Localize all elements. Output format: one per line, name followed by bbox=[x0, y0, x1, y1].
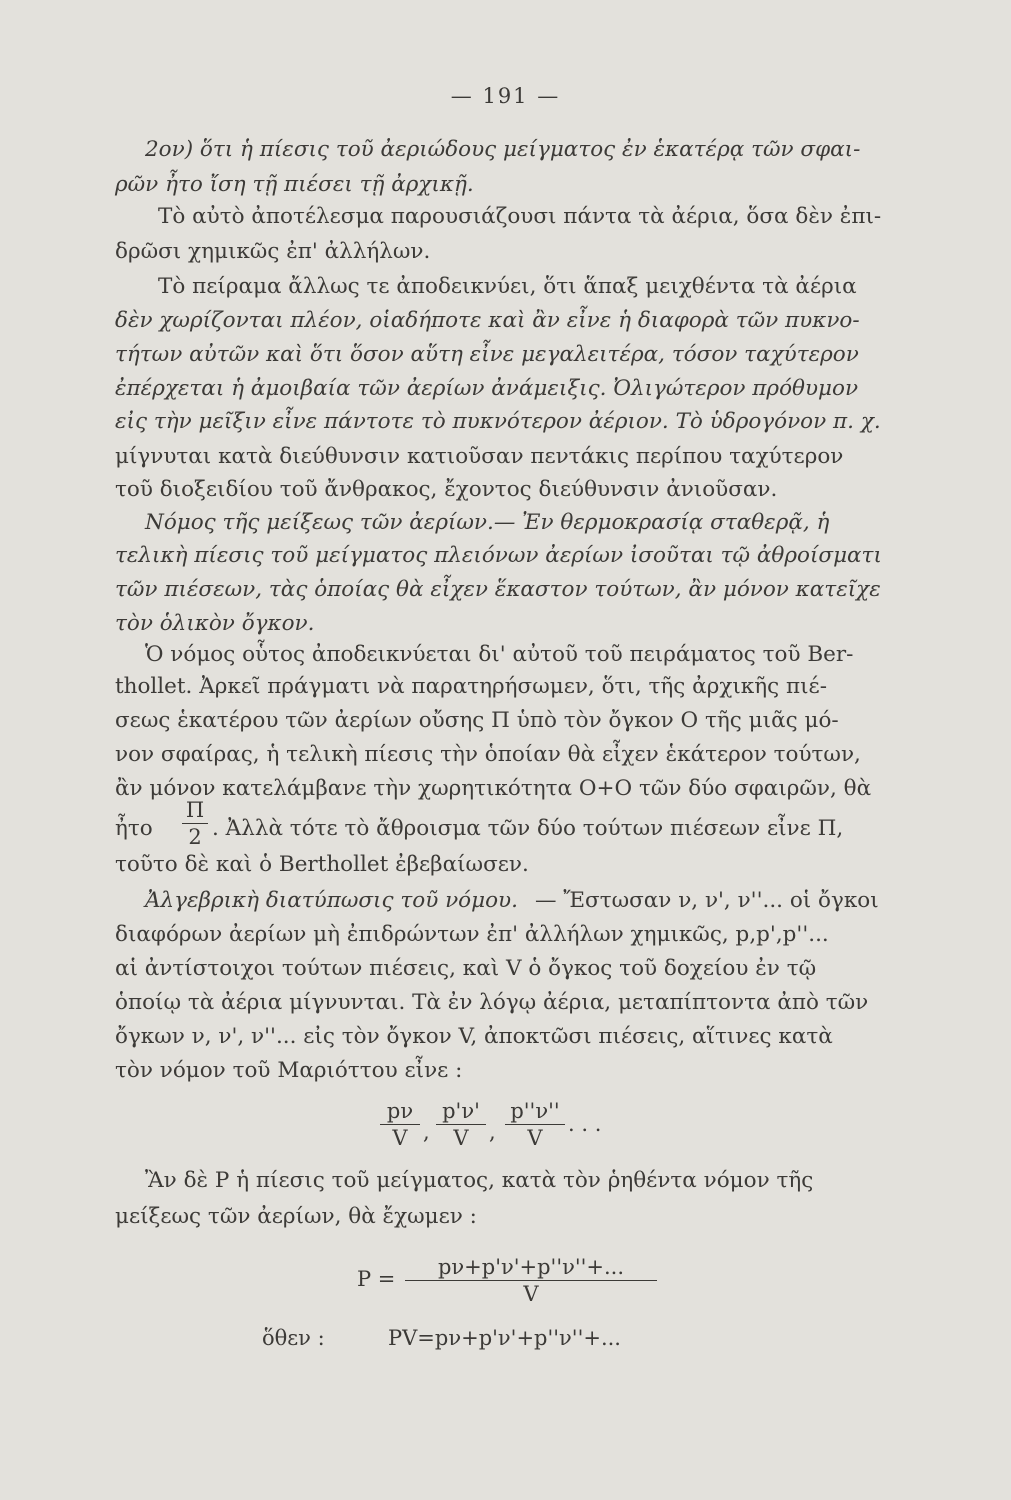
text-line: νον σφαίρας, ἡ τελικὴ πίεσις τὴν ὁποίαν θὰ εἶχεν ἑκάτερον τούτων, bbox=[115, 742, 861, 767]
text-line: δὲν χωρίζονται πλέον, οἱαδήποτε καὶ ἂν εἶνε ἡ διαφορὰ τῶν πυκνο- bbox=[115, 308, 860, 333]
text-line: τοῦ διοξειδίου τοῦ ἄνθρακος, ἔχοντος διεύθυνσιν ἀνιοῦσαν. bbox=[115, 477, 778, 502]
fraction-numerator: pν bbox=[380, 1098, 420, 1125]
text-line: ἐπέρχεται ἡ ἀμοιβαία τῶν ἀερίων ἀνάμειξις. Ὀλιγώτερον πρόθυμον bbox=[115, 376, 859, 401]
text-line: τοῦτο δὲ καὶ ὁ Berthollet ἐβεβαίωσεν. bbox=[115, 852, 529, 877]
text-line: τὸν ὁλικὸν ὄγκον. bbox=[115, 611, 315, 636]
text-line: . Ἀλλὰ τότε τὸ ἄθροισμα τῶν δύο τούτων πιέσεων εἶνε Π, bbox=[212, 816, 844, 841]
text-line: σεως ἑκατέρου τῶν ἀερίων οὔσης Π ὑπὸ τὸν ὄγκον Ο τῆς μιᾶς μό- bbox=[115, 708, 839, 733]
text-line: ὁποίῳ τὰ ἀέρια μίγνυνται. Τὰ ἐν λόγῳ ἀέρια, μεταπίπτοντα ἀπὸ τῶν bbox=[115, 990, 869, 1015]
text-line: Νόμος τῆς μείξεως τῶν ἀερίων.— Ἐν θερμοκρασίᾳ σταθερᾷ, ἡ bbox=[145, 510, 830, 535]
ellipsis: . . . bbox=[568, 1112, 602, 1136]
fraction-denominator: V bbox=[392, 1126, 408, 1150]
text-line: τῶν πιέσεων, τὰς ὁποίας θὰ εἶχεν ἕκαστον τούτων, ἂν μόνον κατεῖχε bbox=[115, 577, 881, 602]
text-line: αἱ ἀντίστοιχοι τούτων πιέσεις, καὶ V ὁ ὄγκος τοῦ δοχείου ἐν τῷ bbox=[115, 956, 817, 981]
section-heading: Ἀλγεβρικὴ διατύπωσις τοῦ νόμου. bbox=[145, 888, 518, 913]
text-line: ἦτο bbox=[115, 816, 153, 841]
fraction-numerator: p'ν' bbox=[436, 1098, 486, 1125]
text-line: ρῶν ἦτο ἴση τῇ πιέσει τῇ ἀρχικῇ. bbox=[115, 172, 474, 197]
text-line: 2ον) ὅτι ἡ πίεσις τοῦ ἀεριώδους μείγματος ἐν ἑκατέρᾳ τῶν σφαι- bbox=[145, 137, 861, 162]
text-line: διαφόρων ἀερίων μὴ ἐπιδρώντων ἐπ' ἀλλήλων χημικῶς, p,p',p''... bbox=[115, 922, 829, 947]
fraction-1 bbox=[380, 1098, 420, 1151]
text-line: μίγνυται κατὰ διεύθυνσιν κατιοῦσαν πεντάκις περίπου ταχύτερον bbox=[115, 444, 844, 469]
text-line: μείξεως τῶν ἀερίων, θὰ ἔχωμεν : bbox=[115, 1204, 477, 1229]
fraction-2 bbox=[436, 1098, 486, 1151]
fraction-3 bbox=[505, 1098, 565, 1151]
text-line: ἂν μόνον κατελάμβανε τὴν χωρητικότητα Ο+Ο τῶν δύο σφαιρῶν, θὰ bbox=[115, 776, 872, 801]
formula-fraction bbox=[405, 1254, 657, 1307]
fraction-denominator: V bbox=[523, 1282, 539, 1306]
text-line: τελικὴ πίεσις τοῦ μείγματος πλειόνων ἀερίων ἰσοῦται τῷ ἀθροίσματι bbox=[115, 543, 882, 568]
text-line: ὄγκων ν, ν', ν''... εἰς τὸν ὄγκον V, ἀποκτῶσι πιέσεις, αἵτινες κατὰ bbox=[115, 1024, 833, 1049]
formula-pv: PV=pν+p'ν'+p''ν''+... bbox=[388, 1326, 621, 1350]
separator: , bbox=[423, 1120, 430, 1144]
fraction-denominator: 2 bbox=[188, 825, 202, 849]
page-number: — 191 — bbox=[450, 84, 561, 108]
separator: , bbox=[489, 1120, 496, 1144]
fraction-denominator: V bbox=[527, 1126, 543, 1150]
text-line: Τὸ αὐτὸ ἀποτέλεσμα παρουσιάζουσι πάντα τὰ ἀέρια, ὅσα δὲν ἐπι- bbox=[158, 204, 882, 229]
text-line: εἰς τὴν μεῖξιν εἶνε πάντοτε τὸ πυκνότερον ἀέριον. Τὸ ὑδρογόνον π. χ. bbox=[115, 409, 881, 434]
text-line: — Ἔστωσαν ν, ν', ν''... οἱ ὄγκοι bbox=[535, 888, 879, 913]
fraction-numerator: Π bbox=[182, 797, 208, 824]
formula-lhs: P = bbox=[357, 1267, 396, 1291]
text-line: δρῶσι χημικῶς ἐπ' ἀλλήλων. bbox=[115, 239, 431, 264]
fraction-pi-over-2 bbox=[182, 797, 208, 850]
fraction-denominator: V bbox=[453, 1126, 469, 1150]
text-line: thollet. Ἀρκεῖ πράγματι νὰ παρατηρήσωμεν, ὅτι, τῆς ἀρχικῆς πιέ- bbox=[115, 674, 827, 699]
text-line: τὸν νόμον τοῦ Μαριόττου εἶνε : bbox=[115, 1058, 463, 1083]
fraction-numerator: p''ν'' bbox=[505, 1098, 565, 1125]
text-line: τήτων αὐτῶν καὶ ὅτι ὅσον αὕτη εἶνε μεγαλειτέρα, τόσον ταχύτερον bbox=[115, 342, 859, 367]
text-line: Τὸ πείραμα ἄλλως τε ἀποδεικνύει, ὅτι ἅπαξ μειχθέντα τὰ ἀέρια bbox=[158, 274, 857, 299]
fraction-numerator: pν+p'ν'+p''ν''+... bbox=[405, 1254, 657, 1281]
text-line: Ἂν δὲ P ἡ πίεσις τοῦ μείγματος, κατὰ τὸν ῥηθέντα νόμον τῆς bbox=[145, 1168, 814, 1193]
formula-prefix: ὅθεν : bbox=[262, 1326, 325, 1350]
text-line: Ὁ νόμος οὗτος ἀποδεικνύεται δι' αὐτοῦ τοῦ πειράματος τοῦ Ber- bbox=[145, 642, 854, 667]
